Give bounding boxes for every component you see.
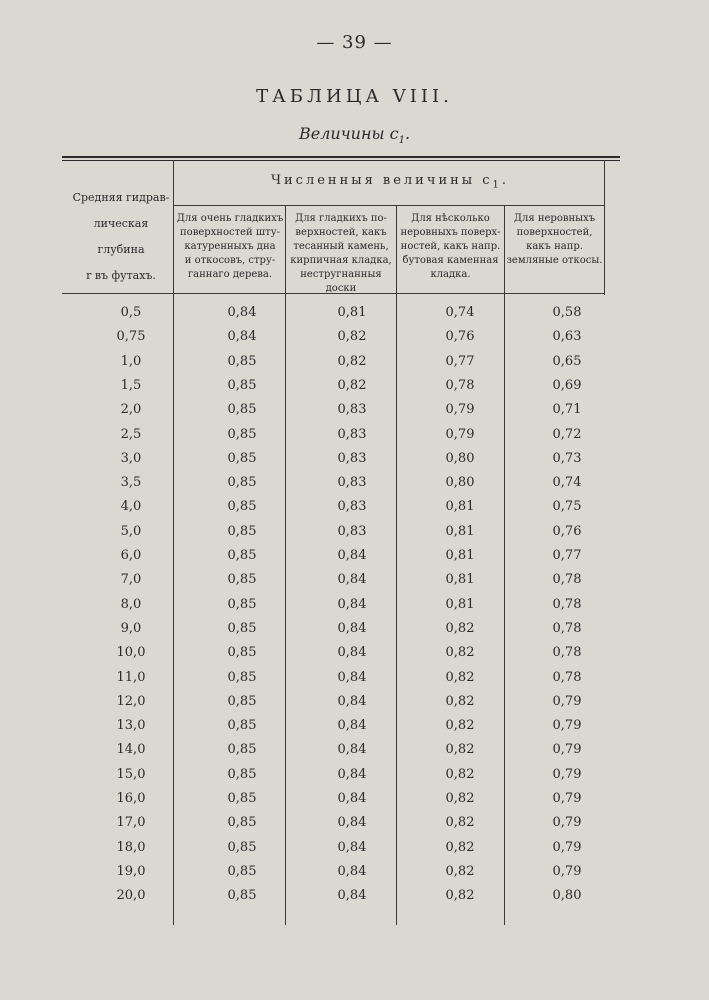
value-cell: 0,85 xyxy=(227,839,257,855)
value-cell: 0,58 xyxy=(552,305,582,320)
depth-cell: 1,0 xyxy=(120,353,142,369)
header-numeric-values: Численныя величины $c_1$. xyxy=(270,173,510,191)
header-depth-column xyxy=(70,185,172,289)
value-cell: 0,84 xyxy=(337,669,367,685)
header-very-smooth xyxy=(175,212,285,282)
value-cell: 0,82 xyxy=(445,766,475,782)
page-number: — 39 — xyxy=(316,32,393,53)
header-line: Для очень гладкихъ xyxy=(176,213,284,224)
value-cell: 0,83 xyxy=(337,523,367,539)
depth-cell: 8,0 xyxy=(120,596,142,612)
depth-cell: 7,0 xyxy=(120,572,142,588)
value-cell: 0,73 xyxy=(552,450,582,466)
header-line: катуренныхъ дна xyxy=(184,241,276,252)
table-row xyxy=(62,499,620,523)
value-cell: 0,78 xyxy=(552,645,582,661)
value-cell: 0,79 xyxy=(552,693,582,709)
value-cell: 0,84 xyxy=(337,645,367,661)
table-row xyxy=(62,718,620,742)
table-row xyxy=(62,597,620,621)
value-cell: 0,79 xyxy=(445,402,475,418)
table-row xyxy=(62,791,620,815)
value-cell: 0,81 xyxy=(445,548,475,563)
table-row xyxy=(62,354,620,378)
value-cell: 0,85 xyxy=(227,620,257,636)
value-cell: 0,84 xyxy=(337,596,367,612)
value-cell: 0,78 xyxy=(552,596,582,612)
value-cell: 0,85 xyxy=(227,693,257,709)
header-line: Для нѣсколько xyxy=(411,213,490,224)
value-cell: 0,82 xyxy=(445,888,475,904)
value-cell: 0,85 xyxy=(227,499,257,515)
table-row xyxy=(62,864,620,888)
header-line: и откосовъ, стру- xyxy=(184,255,276,266)
value-cell: 0,85 xyxy=(227,669,257,685)
depth-cell: 5,0 xyxy=(120,523,142,539)
value-cell: 0,83 xyxy=(337,402,367,418)
value-cell: 0,78 xyxy=(552,620,582,636)
value-cell: 0,82 xyxy=(445,815,475,831)
table-subtitle: Величины $c_1$. xyxy=(298,124,411,147)
value-cell: 0,84 xyxy=(337,693,367,709)
value-cell: 0,85 xyxy=(227,791,257,806)
value-cell: 0,85 xyxy=(227,718,257,734)
header-line: земляные откосы. xyxy=(506,255,603,266)
header-line: кирпичная кладка, xyxy=(290,255,392,266)
value-cell: 0,82 xyxy=(445,693,475,709)
table-row xyxy=(62,475,620,499)
value-cell: 0,82 xyxy=(445,620,475,636)
value-cell: 0,85 xyxy=(227,450,257,466)
table-row xyxy=(62,767,620,791)
table-row xyxy=(62,402,620,426)
header-line: лическая глубина xyxy=(93,217,149,256)
value-cell: 0,84 xyxy=(337,863,367,879)
value-cell: 0,80 xyxy=(445,450,475,466)
header-slightly-rough xyxy=(397,212,504,282)
table-row xyxy=(62,524,620,548)
header-line: тесанный камень, xyxy=(293,241,389,252)
value-cell: 0,81 xyxy=(445,523,475,539)
value-cell: 0,85 xyxy=(227,426,257,442)
header-line: поверхностей, xyxy=(516,227,593,238)
value-cell: 0,85 xyxy=(227,742,257,758)
value-cell: 0,84 xyxy=(227,305,257,320)
value-cell: 0,80 xyxy=(552,888,582,904)
value-cell: 0,78 xyxy=(552,669,582,685)
value-cell: 0,79 xyxy=(552,742,582,758)
value-cell: 0,85 xyxy=(227,402,257,418)
value-cell: 0,83 xyxy=(337,426,367,442)
depth-cell: 3,5 xyxy=(120,475,142,491)
value-cell: 0,78 xyxy=(552,572,582,588)
value-cell: 0,85 xyxy=(227,572,257,588)
value-cell: 0,84 xyxy=(337,742,367,758)
depth-cell: 10,0 xyxy=(116,645,146,661)
table-row xyxy=(62,378,620,402)
value-cell: 0,74 xyxy=(445,305,475,320)
value-cell: 0,72 xyxy=(552,426,582,442)
value-cell: 0,84 xyxy=(337,718,367,734)
top-rule xyxy=(62,156,620,158)
depth-cell: 15,0 xyxy=(116,766,146,782)
value-cell: 0,81 xyxy=(337,305,367,320)
value-cell: 0,82 xyxy=(445,669,475,685)
table-row xyxy=(62,694,620,718)
value-cell: 0,75 xyxy=(552,499,582,515)
depth-cell: 20,0 xyxy=(116,888,146,904)
value-cell: 0,85 xyxy=(227,548,257,563)
depth-cell: 3,0 xyxy=(120,450,142,466)
value-cell: 0,82 xyxy=(445,718,475,734)
depth-cell: 0,75 xyxy=(116,329,146,345)
header-line: кладка. xyxy=(430,269,471,280)
depth-cell: 4,0 xyxy=(120,499,142,515)
top-rule-thin xyxy=(62,160,620,161)
depth-cell: 13,0 xyxy=(116,718,146,734)
value-cell: 0,84 xyxy=(227,329,257,345)
table-row xyxy=(62,621,620,645)
table-row xyxy=(62,451,620,475)
value-cell: 0,79 xyxy=(552,839,582,855)
header-divider xyxy=(173,205,604,206)
header-line: верхностей, какъ xyxy=(295,227,387,238)
value-cell: 0,79 xyxy=(552,718,582,734)
value-cell: 0,71 xyxy=(552,402,582,418)
value-cell: 0,84 xyxy=(337,620,367,636)
depth-cell: 6,0 xyxy=(120,548,142,563)
value-cell: 0,85 xyxy=(227,353,257,369)
value-cell: 0,85 xyxy=(227,863,257,879)
value-cell: 0,77 xyxy=(552,548,582,563)
value-cell: 0,82 xyxy=(337,353,367,369)
subtitle-text: Величины c xyxy=(298,124,399,143)
depth-cell: 12,0 xyxy=(116,693,146,709)
value-cell: 0,78 xyxy=(445,377,475,393)
value-cell: 0,85 xyxy=(227,815,257,831)
header-line: какъ напр. xyxy=(526,241,583,252)
header-line: нестругнанныя доски xyxy=(300,269,382,294)
value-cell: 0,84 xyxy=(337,815,367,831)
table-row xyxy=(62,840,620,864)
value-cell: 0,85 xyxy=(227,523,257,539)
table-row xyxy=(62,645,620,669)
value-cell: 0,81 xyxy=(445,499,475,515)
value-cell: 0,84 xyxy=(337,766,367,782)
header-line: неровныхъ поверх- xyxy=(400,227,501,238)
value-cell: 0,84 xyxy=(337,572,367,588)
depth-cell: 9,0 xyxy=(120,620,142,636)
value-cell: 0,85 xyxy=(227,475,257,491)
value-cell: 0,81 xyxy=(445,596,475,612)
value-cell: 0,82 xyxy=(445,839,475,855)
value-cell: 0,79 xyxy=(445,426,475,442)
value-cell: 0,83 xyxy=(337,499,367,515)
header-main-text: Численныя величины c xyxy=(270,173,493,188)
value-cell: 0,82 xyxy=(445,863,475,879)
value-cell: 0,85 xyxy=(227,645,257,661)
value-cell: 0,79 xyxy=(552,791,582,806)
value-cell: 0,84 xyxy=(337,888,367,904)
value-cell: 0,79 xyxy=(552,815,582,831)
table-row xyxy=(62,548,620,572)
header-line: ностей, какъ напр. xyxy=(400,241,501,252)
table-row xyxy=(62,742,620,766)
value-cell: 0,65 xyxy=(552,353,582,369)
value-cell: 0,74 xyxy=(552,475,582,491)
value-cell: 0,76 xyxy=(445,329,475,345)
table-title: ТАБЛИЦА VIII. xyxy=(256,86,453,107)
header-line: бутовая каменная xyxy=(402,255,499,266)
value-cell: 0,84 xyxy=(337,548,367,563)
value-cell: 0,84 xyxy=(337,791,367,806)
depth-cell: 19,0 xyxy=(116,863,146,879)
table-row xyxy=(62,815,620,839)
value-cell: 0,83 xyxy=(337,450,367,466)
value-cell: 0,85 xyxy=(227,596,257,612)
depth-cell: 2,0 xyxy=(120,402,142,418)
value-cell: 0,84 xyxy=(337,839,367,855)
depth-cell: 11,0 xyxy=(116,669,146,685)
header-main-subscript: 1 xyxy=(492,179,502,191)
value-cell: 0,76 xyxy=(552,523,582,539)
depth-cell: 14,0 xyxy=(116,742,146,758)
depth-cell: 18,0 xyxy=(116,839,146,855)
value-cell: 0,82 xyxy=(337,329,367,345)
value-cell: 0,69 xyxy=(552,377,582,393)
depth-cell: 2,5 xyxy=(120,426,142,442)
table-row xyxy=(62,670,620,694)
value-cell: 0,79 xyxy=(552,863,582,879)
value-cell: 0,80 xyxy=(445,475,475,491)
value-cell: 0,82 xyxy=(337,377,367,393)
value-cell: 0,77 xyxy=(445,353,475,369)
value-cell: 0,82 xyxy=(445,742,475,758)
header-rough xyxy=(505,212,604,268)
value-cell: 0,83 xyxy=(337,475,367,491)
header-line: Для гладкихъ по- xyxy=(295,213,387,224)
value-cell: 0,85 xyxy=(227,888,257,904)
depth-cell: 0,5 xyxy=(120,305,142,320)
value-cell: 0,82 xyxy=(445,645,475,661)
header-line: поверхностей шту- xyxy=(180,227,280,238)
depth-cell: 16,0 xyxy=(116,791,146,806)
subtitle-subscript: 1 xyxy=(398,135,405,147)
value-cell: 0,63 xyxy=(552,329,582,345)
table-row xyxy=(62,305,620,329)
header-line: ганнаго дерева. xyxy=(187,269,273,280)
column-divider xyxy=(604,160,605,295)
header-line: Для неровныхъ xyxy=(513,213,596,224)
table-row xyxy=(62,888,620,912)
value-cell: 0,85 xyxy=(227,377,257,393)
table-row xyxy=(62,427,620,451)
header-line: Средняя гидрав- xyxy=(72,191,170,204)
value-cell: 0,79 xyxy=(552,766,582,782)
value-cell: 0,85 xyxy=(227,766,257,782)
table-row xyxy=(62,329,620,353)
header-smooth xyxy=(286,212,396,296)
depth-cell: 17,0 xyxy=(116,815,146,831)
header-line: r въ футахъ. xyxy=(86,269,156,282)
value-cell: 0,81 xyxy=(445,572,475,588)
depth-cell: 1,5 xyxy=(120,377,142,393)
value-cell: 0,82 xyxy=(445,791,475,806)
table-row xyxy=(62,572,620,596)
